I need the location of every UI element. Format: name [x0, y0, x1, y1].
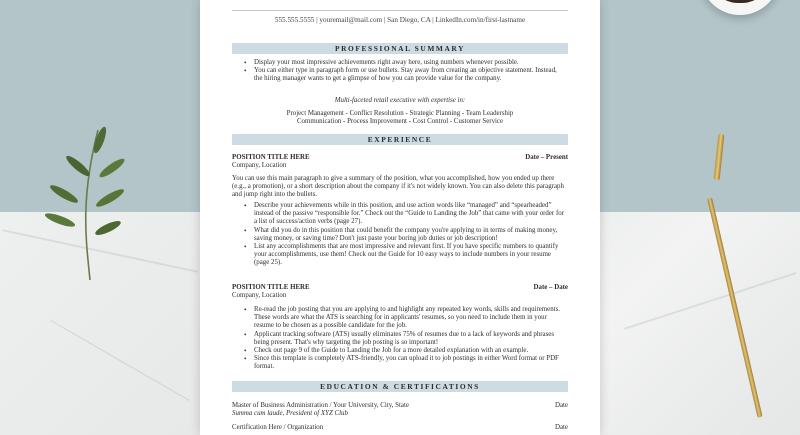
list-item: • Describe your achievements while in this position, and use action words like “managed” and “spearheaded” instead of the passive “responsible for.” Check out the “Guide to Landing the Job” that came with your order for a list of success/action verbs (page 27).: [242, 202, 568, 227]
list-item: • Display your most impressive achievements right away here, using numbers whenever possible.: [242, 59, 558, 67]
job-bullets: [242, 202, 568, 268]
section-heading-education: EDUCATION & CERTIFICATIONS: [232, 381, 568, 392]
list-item: • You can either type in paragraph form or use bullets. Stay away from creating an objective statement. Instead, the hiring manager wants to get a glimpse of how you can provide value for the company.: [242, 67, 558, 83]
list-item: • Since this template is completely ATS-friendly, you can upload it to job postings in either Word format or PDF format.: [242, 355, 568, 371]
list-item: • What did you do in this position that could benefit the company you're applying to in terms of making money, saving money, or saving time? Don't just paste your boring job duties or job description!: [242, 227, 568, 243]
resume-page: [200, 0, 600, 435]
degree-honors: Summa cum laude, President of XYZ Club: [232, 410, 348, 417]
olive-sprig-decoration: [20, 120, 140, 280]
degree-date: Date: [554, 402, 568, 409]
certification-date: Date: [554, 424, 568, 431]
certification: Certification Here / Organization: [232, 424, 324, 431]
job-summary: You can use this main paragraph to give a summary of the position, what you accomplished, how you ended up there (e.g., a promotion), or a short description about the company if it's not widely known. You can also delete this paragraph and jump right into the bullets.: [232, 175, 564, 199]
skills-line: Communication - Process Improvement - Cost Control - Customer Service: [296, 118, 504, 125]
section-heading-experience: EXPERIENCE: [232, 134, 568, 145]
list-item: • List any accomplishments that are most impressive and relevant first. If you have specific numbers to quantify your accomplishments, use them! Check out the Guide for 10 easy ways to include numbers in your resume (page 25).: [242, 243, 568, 268]
list-item: • Check out page 9 of the Guide to Landing the Job for a more detailed explanation with an example.: [242, 347, 568, 355]
job-company: Company, Location: [232, 162, 287, 169]
job-bullets: [242, 306, 568, 372]
header-rule: [232, 10, 568, 11]
job-title: POSITION TITLE HERE: [232, 284, 310, 291]
list-item: • Applicant tracking software (ATS) usually eliminates 75% of resumes due to a lack of keywords and phrases being present. That's why targeting the job posting is so important!: [242, 331, 568, 347]
section-heading-summary: PROFESSIONAL SUMMARY: [232, 43, 568, 54]
summary-tagline: Multi-faceted retail executive with expertise in:: [334, 97, 466, 104]
skills-line: Project Management - Conflict Resolution - Strategic Planning - Team Leadership: [286, 110, 514, 117]
degree: Master of Business Administration / Your University, City, State: [232, 402, 409, 409]
list-item: • Re-read the job posting that you are applying to and highlight any repeated key words, skills and requirements. These words are what the ATS is searching for in applicants' resumes, so you need to include them in your resume to be chosen as a possible candidate for the job.: [242, 306, 568, 331]
job-date: Date – Date: [533, 284, 568, 291]
contact-line: 555.555.5555 | youremail@mail.com | San Diego, CA | LinkedIn.com/in/first-lastname: [274, 16, 526, 24]
job-title: POSITION TITLE HERE: [232, 154, 310, 161]
job-date: Date – Present: [525, 154, 568, 161]
summary-bullets: [242, 59, 558, 84]
job-company: Company, Location: [232, 292, 287, 299]
